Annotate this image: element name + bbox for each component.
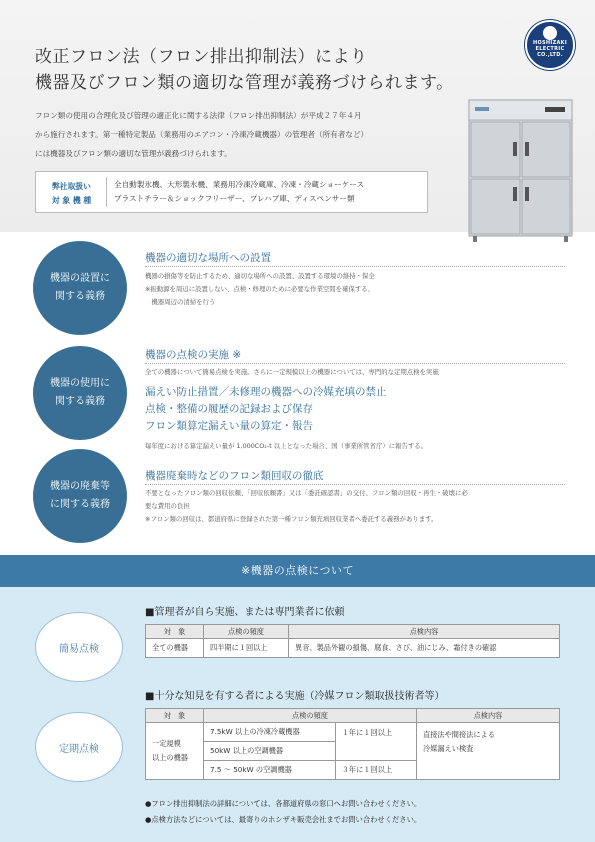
circle-line: 機器の使用に bbox=[50, 378, 110, 389]
hoshizaki-logo bbox=[525, 20, 575, 70]
highlight-line: 漏えい防止措置／未修理の機器への冷媒充填の禁止 bbox=[145, 386, 387, 398]
simple-inspection-title: ■管理者が自ら実施、または専門業者に依頼 bbox=[145, 607, 345, 618]
table-cell: 異音、製品外観の損傷、腐食、さび、油にじみ、霜付きの確認 bbox=[289, 639, 560, 658]
target-models-box bbox=[35, 171, 428, 213]
section-title: 機器の適切な場所への設置 bbox=[145, 252, 271, 264]
table-header: 対 象 bbox=[146, 709, 204, 723]
section-body: 毎年度における算定漏えい量が 1,000CO₂-t 以上となった場合、国（事業所管省庁）に報告する。 bbox=[145, 442, 428, 450]
table-cell: 50kW 以上の空調機器 bbox=[204, 742, 336, 761]
table-cell: 7.5 ～ 50kW の空調機器 bbox=[204, 761, 336, 780]
table-header: 対 象 bbox=[146, 625, 204, 639]
body-line: 要な費用の負担 bbox=[145, 502, 190, 510]
usage-duty-circle bbox=[33, 346, 127, 440]
headline-line1: 改正フロン法（フロン排出抑制法）により bbox=[35, 47, 368, 67]
simple-inspection-oval: 簡易点検 bbox=[35, 612, 123, 682]
highlight-line: 点検・整備の履歴の記録および保存 bbox=[145, 403, 313, 415]
circle-line: 関する義務 bbox=[55, 291, 105, 302]
cell-line: 直接法や間接法による bbox=[423, 730, 495, 739]
body-line: 機器の損傷等を防止するため、適切な場所への設置、設置する環境の維持・保全 bbox=[145, 272, 375, 280]
circle-line: 関する義務 bbox=[55, 396, 105, 407]
table-cell bbox=[146, 723, 204, 780]
divider bbox=[145, 363, 565, 364]
intro-line: から施行されます。第一種特定製品（業務用のエアコン・冷凍冷蔵機器）の管理者（所有者など） bbox=[35, 130, 369, 139]
target-label bbox=[44, 180, 99, 208]
body-line: 機器周辺の清掃を行う bbox=[145, 298, 216, 306]
footnote: ●点検方法などについては、最寄りのホシザキ販売会社までお問い合わせください。 bbox=[145, 815, 422, 824]
logo-text: HOSHIZAKI ELECTRIC CO.,LTD. bbox=[532, 40, 567, 58]
table-row bbox=[146, 723, 560, 742]
divider bbox=[145, 484, 565, 485]
intro-line: には機器及びフロン類の適切な管理が義務づけられます。 bbox=[35, 149, 232, 158]
section-title: 機器の点検の実施 ※ bbox=[145, 349, 242, 361]
table-cell: 7.5kW 以上の冷凍冷蔵機器 bbox=[204, 723, 336, 742]
highlight-line: フロン類算定漏えい量の算定・報告 bbox=[145, 420, 313, 432]
circle-line: 機器の設置に bbox=[50, 273, 110, 284]
target-label-line: 弊社取扱い bbox=[52, 182, 91, 191]
cell-line: 冷媒漏えい検査 bbox=[423, 744, 474, 753]
periodic-inspection-oval: 定期点検 bbox=[35, 712, 123, 782]
simple-inspection-table bbox=[145, 624, 560, 658]
body-line: ※フロン類の回収は、都道府県に登録された第一種フロン類充填回収業者へ委託する義務があります。 bbox=[145, 515, 438, 523]
table-cell: １年に１回以上 bbox=[335, 723, 416, 761]
table-cell: 四半期に１回以上 bbox=[204, 639, 289, 658]
table-header: 点検内容 bbox=[289, 625, 560, 639]
divider bbox=[106, 177, 107, 207]
section-body bbox=[145, 270, 375, 309]
section-body bbox=[145, 487, 468, 526]
footnote: ●フロン排出抑制法の詳細については、各都道府県の窓口へお問い合わせください。 bbox=[145, 799, 422, 808]
circle-line: に関する義務 bbox=[50, 499, 110, 510]
table-header: 点検の頻度 bbox=[204, 625, 289, 639]
target-models bbox=[114, 178, 364, 206]
periodic-inspection-table bbox=[145, 708, 560, 780]
divider bbox=[145, 266, 565, 267]
section-body: 全ての機器について簡易点検を実施。さらに一定規模以上の機器については、専門的な定期点検を実施 bbox=[145, 368, 439, 376]
circle-line: 機器の廃棄等 bbox=[50, 481, 110, 492]
cell-line: 一定規模 bbox=[152, 739, 181, 748]
body-line: 不要となったフロン類の回収依頼、「回収依頼書」又は「委託確認書」の交付、フロン類の回収・再生・破壊に必 bbox=[145, 489, 468, 497]
penguin-icon bbox=[543, 26, 557, 40]
intro-text bbox=[35, 106, 435, 163]
intro-line: フロン類の使用の合理化及び管理の適正化に関する法律（フロン排出抑制法）が平成２７年４月 bbox=[35, 111, 362, 120]
section-title: 機器廃棄時などのフロン類回収の徹底 bbox=[145, 470, 324, 482]
inspection-band: ※機器の点検について bbox=[0, 555, 595, 587]
target-models-line: 全自動製氷機、大形製氷機、業務用冷凍冷蔵庫、冷凍・冷蔵ショーケース bbox=[114, 180, 365, 189]
body-line: ※振動源を周辺に設置しない、点検・修理のために必要な作業空間を確保する、 bbox=[145, 285, 375, 293]
periodic-inspection-title: ■十分な知見を有する者による実施（冷媒フロン類取扱技術者等） bbox=[145, 691, 445, 702]
disposal-duty-circle bbox=[33, 449, 127, 543]
refrigerator-image bbox=[467, 98, 574, 243]
table-header-row bbox=[146, 709, 560, 723]
cell-line: 以上の機器 bbox=[152, 753, 188, 762]
target-label-line: 対 象 機 種 bbox=[51, 196, 92, 205]
table-header: 点検の頻度 bbox=[204, 709, 417, 723]
table-row bbox=[146, 639, 560, 658]
table-cell: ３年に１回以上 bbox=[335, 761, 416, 780]
installation-duty-circle bbox=[33, 241, 127, 335]
target-models-line: ブラストチラー＆ショックフリーザー、プレハブ庫、ディスペンサー類 bbox=[114, 194, 355, 203]
table-cell bbox=[417, 723, 560, 780]
headline-line2: 機器及びフロン類の適切な管理が義務づけられます。 bbox=[35, 73, 454, 93]
table-cell: 全ての機器 bbox=[146, 639, 204, 658]
section-highlights bbox=[145, 384, 387, 435]
table-header-row bbox=[146, 625, 560, 639]
table-header: 点検内容 bbox=[417, 709, 560, 723]
